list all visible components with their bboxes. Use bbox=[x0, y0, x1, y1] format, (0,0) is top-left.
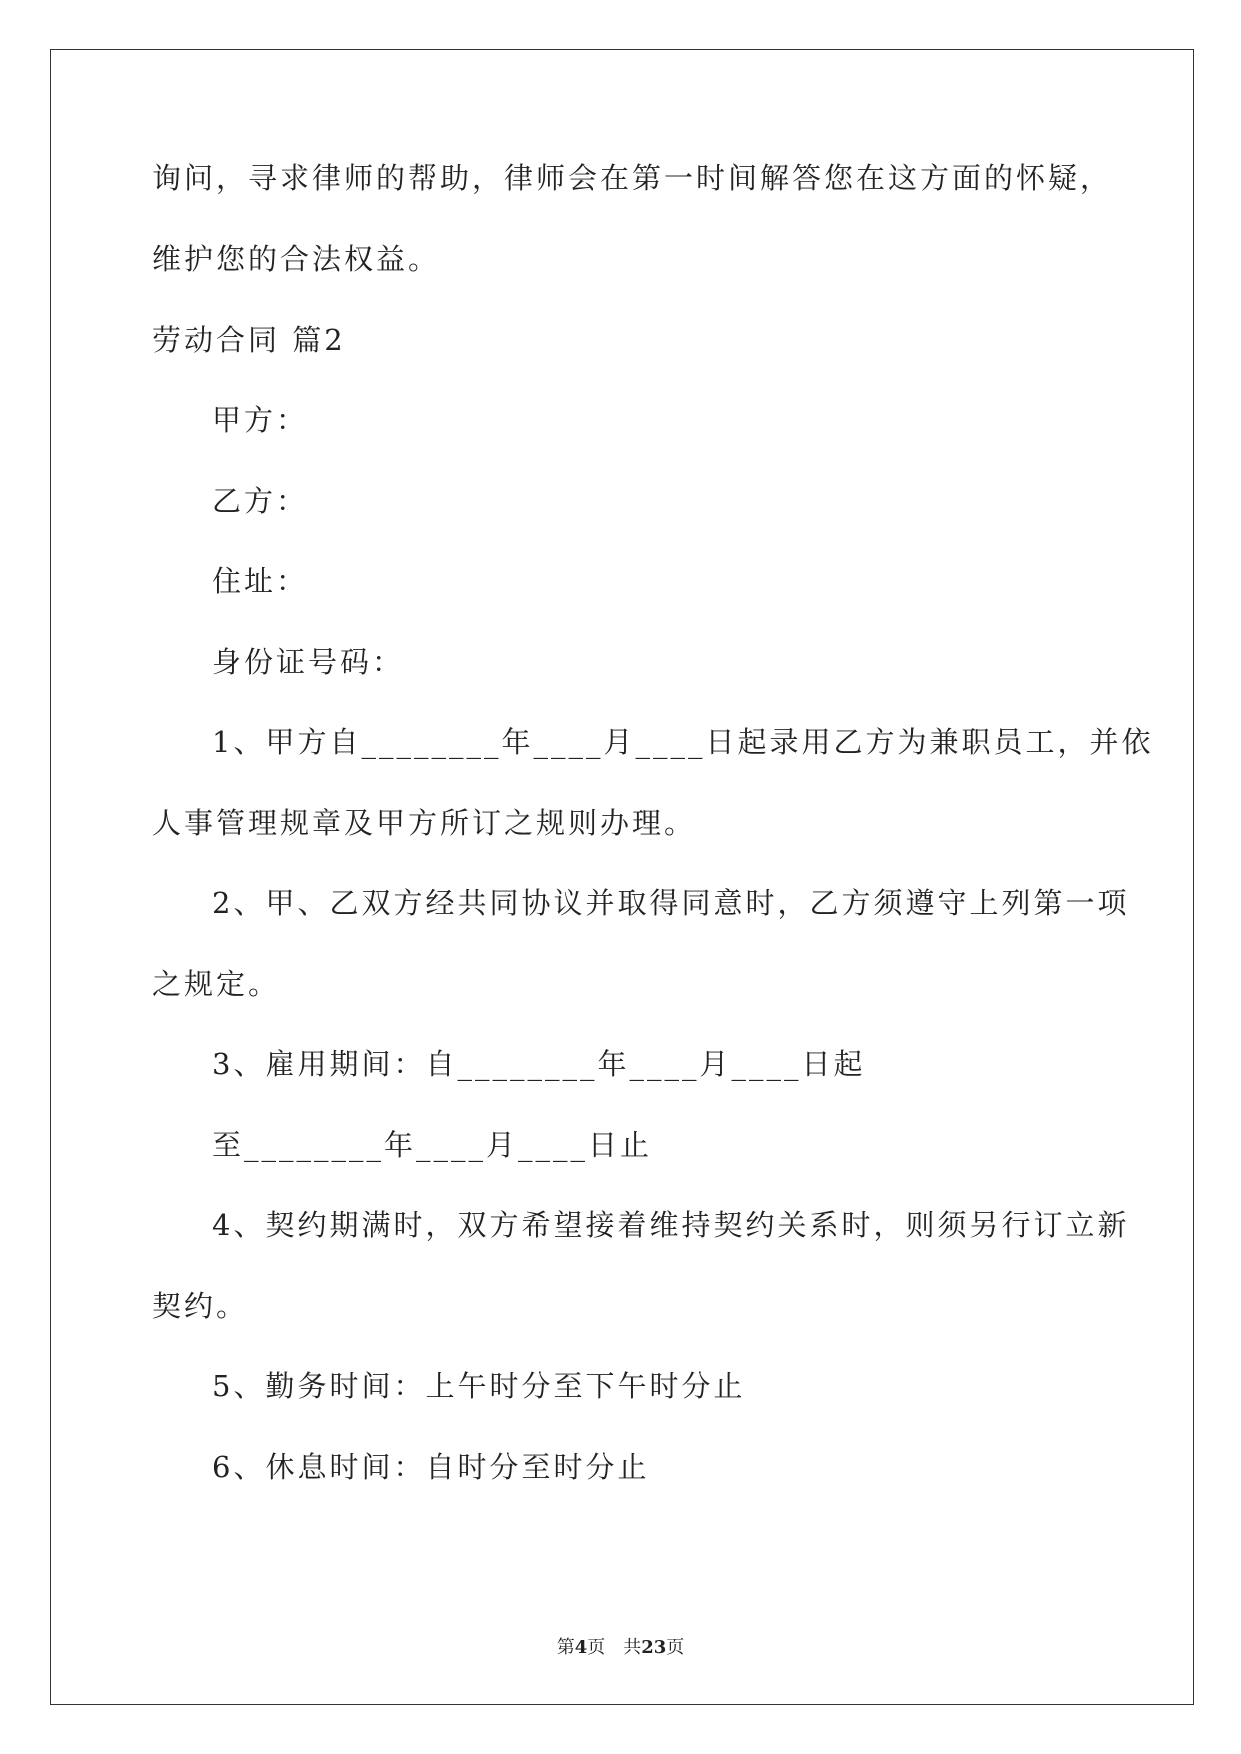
party-a-label: 甲方： bbox=[212, 403, 309, 437]
clause-5: 5、勤务时间：上午时分至下午时分止 bbox=[212, 1369, 746, 1403]
clause-3-line-1: 3、雇用期间：自________年____月____日起 bbox=[212, 1047, 866, 1081]
id-number-label: 身份证号码： bbox=[212, 645, 405, 679]
total-pages-number: 23 bbox=[641, 1637, 667, 1658]
clause-6: 6、休息时间：自时分至时分止 bbox=[212, 1450, 650, 1484]
section-heading: 劳动合同 篇2 bbox=[152, 323, 346, 357]
current-page-number: 4 bbox=[574, 1637, 588, 1658]
address-label: 住址： bbox=[212, 564, 309, 598]
party-b-label: 乙方： bbox=[212, 484, 309, 518]
clause-2-line-2: 之规定。 bbox=[152, 967, 281, 1001]
clause-1-line-1: 1、甲方自________年____月____日起录用乙方为兼职员工，并依 bbox=[212, 725, 1154, 759]
clause-1-line-2: 人事管理规章及甲方所订之规则办理。 bbox=[152, 806, 697, 840]
page-footer bbox=[0, 1636, 1241, 1660]
footer-mid: 页 共 bbox=[587, 1637, 642, 1658]
text-line-1: 询问，寻求律师的帮助，律师会在第一时间解答您在这方面的怀疑， bbox=[152, 161, 1113, 195]
clause-4-line-2: 契约。 bbox=[152, 1289, 249, 1323]
text-line-2: 维护您的合法权益。 bbox=[152, 242, 441, 276]
clause-3-line-2: 至________年____月____日止 bbox=[212, 1128, 653, 1162]
clause-2-line-1: 2、甲、乙双方经共同协议并取得同意时，乙方须遵守上列第一项 bbox=[212, 886, 1130, 920]
footer-suffix: 页 bbox=[666, 1637, 685, 1658]
clause-4-line-1: 4、契约期满时，双方希望接着维持契约关系时，则须另行订立新 bbox=[212, 1208, 1130, 1242]
footer-prefix: 第 bbox=[556, 1637, 575, 1658]
